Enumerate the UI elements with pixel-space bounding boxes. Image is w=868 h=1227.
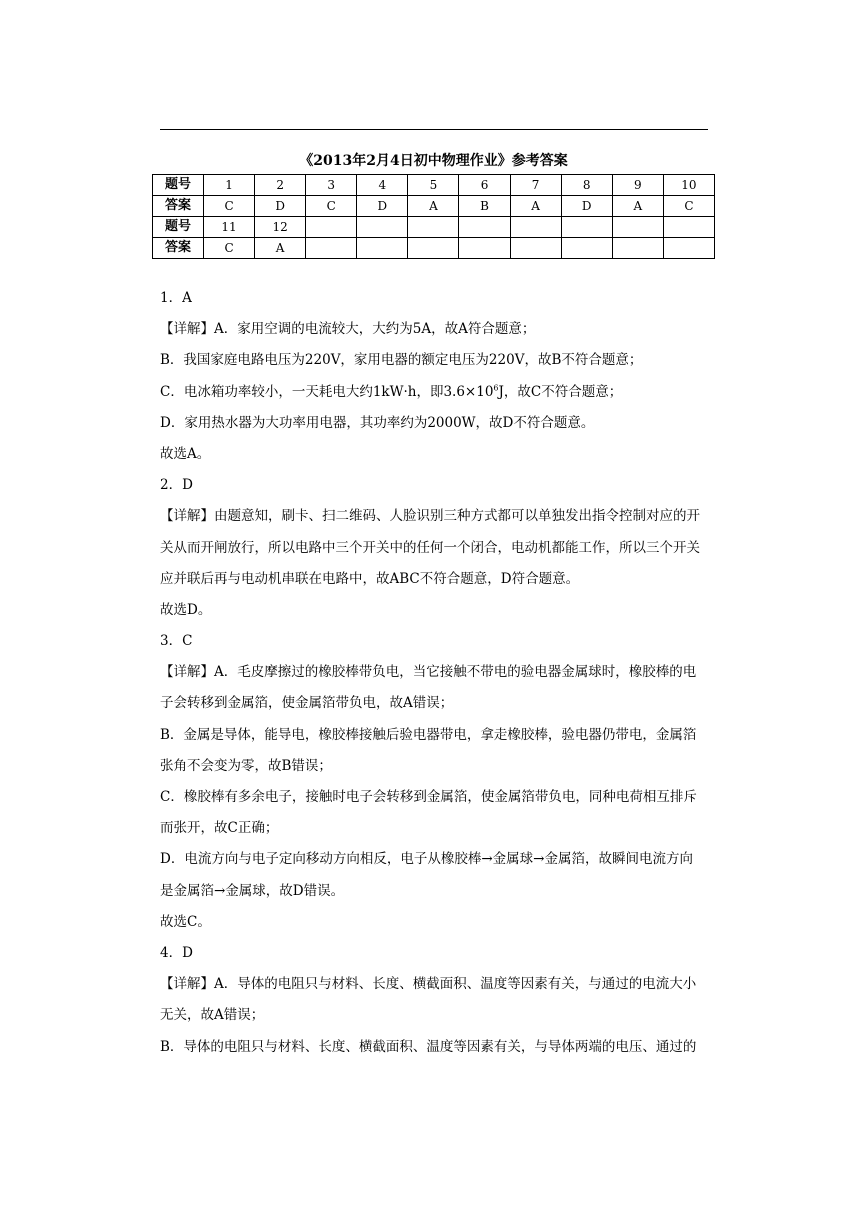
answer-table-row bbox=[153, 238, 715, 259]
answer-cell: 10 bbox=[663, 175, 714, 196]
text-line: 【详解】A．家用空调的电流较大，大约为5A，故A符合题意； bbox=[160, 321, 536, 338]
answer-cell: C bbox=[306, 196, 357, 217]
answer-cell bbox=[306, 217, 357, 238]
text-line: 关从而开闸放行，所以电路中三个开关中的任何一个闭合，电动机都能工作，所以三个开关 bbox=[160, 539, 700, 556]
text-line bbox=[160, 377, 712, 408]
answer-cell: C bbox=[204, 196, 255, 217]
text-line: 4．D bbox=[160, 944, 193, 961]
text-line: D．电流方向与电子定向移动方向相反，电子从橡胶棒→金属球→金属箔，故瞬间电流方向 bbox=[160, 851, 693, 868]
answer-cell bbox=[663, 217, 714, 238]
answer-cell: C bbox=[663, 196, 714, 217]
answer-cell: 12 bbox=[255, 217, 306, 238]
answer-cell: A bbox=[408, 196, 459, 217]
answer-cell bbox=[306, 238, 357, 259]
text-line: B．我国家庭电路电压为220V，家用电器的额定电压为220V，故B不符合题意； bbox=[160, 352, 643, 369]
header-rule bbox=[160, 129, 708, 130]
text-line: 故选C。 bbox=[160, 913, 211, 930]
answer-cell: 6 bbox=[459, 175, 510, 196]
text-line: 1．A bbox=[160, 290, 192, 306]
answer-cell: 11 bbox=[204, 217, 255, 238]
answer-cell bbox=[408, 238, 459, 259]
answer-cell: D bbox=[357, 196, 408, 217]
answer-cell bbox=[357, 238, 408, 259]
answer-cell bbox=[510, 217, 561, 238]
text-segment: C．电冰箱功率较小，一天耗电大约1kW·h，即3.6×10 bbox=[160, 383, 494, 400]
answer-table-row bbox=[153, 175, 715, 196]
answer-table bbox=[152, 174, 715, 259]
answer-cell bbox=[612, 238, 663, 259]
answer-cell: 9 bbox=[612, 175, 663, 196]
text-line: 故选D。 bbox=[160, 601, 212, 618]
answer-cell: A bbox=[510, 196, 561, 217]
text-line: B．导体的电阻只与材料、长度、横截面积、温度等因素有关，与导体两端的电压、通过的 bbox=[160, 1038, 697, 1055]
answer-cell: 3 bbox=[306, 175, 357, 196]
answer-cell bbox=[561, 217, 612, 238]
text-line: 应并联后再与电动机串联在电路中，故ABC不符合题意，D符合题意。 bbox=[160, 570, 580, 587]
text-line: 故选A。 bbox=[160, 445, 211, 462]
text-line: 子会转移到金属箔，使金属箔带负电，故A错误； bbox=[160, 695, 454, 712]
text-line: 3．C bbox=[160, 633, 193, 650]
answer-cell: 5 bbox=[408, 175, 459, 196]
text-line: 是金属箔→金属球，故D错误。 bbox=[160, 882, 345, 899]
answer-cell bbox=[663, 238, 714, 259]
text-line: 【详解】A．导体的电阻只与材料、长度、横截面积、温度等因素有关，与通过的电流大小 bbox=[160, 976, 697, 993]
answer-cell: D bbox=[561, 196, 612, 217]
answer-cell: A bbox=[255, 238, 306, 259]
text-segment: J，故C不符合题意； bbox=[498, 383, 623, 400]
text-line: 无关，故A错误； bbox=[160, 1007, 265, 1024]
explanation-text bbox=[160, 283, 712, 1063]
answer-cell bbox=[357, 217, 408, 238]
row-header: 题号 bbox=[153, 175, 204, 196]
answer-cell bbox=[561, 238, 612, 259]
answer-cell: B bbox=[459, 196, 510, 217]
answer-cell: C bbox=[204, 238, 255, 259]
text-line: C．橡胶棒有多余电子，接触时电子会转移到金属箔，使金属箔带负电，同种电荷相互排斥 bbox=[160, 789, 697, 805]
answer-table-row bbox=[153, 196, 715, 217]
row-header: 题号 bbox=[153, 217, 204, 238]
answer-cell bbox=[510, 238, 561, 259]
row-header: 答案 bbox=[153, 238, 204, 259]
answer-cell: 4 bbox=[357, 175, 408, 196]
text-line: B．金属是导体，能导电，橡胶棒接触后验电器带电，拿走橡胶棒，验电器仍带电，金属箔 bbox=[160, 726, 697, 743]
answer-cell bbox=[459, 238, 510, 259]
answer-table-row bbox=[153, 217, 715, 238]
text-line: 【详解】A．毛皮摩擦过的橡胶棒带负电，当它接触不带电的验电器金属球时，橡胶棒的电 bbox=[160, 664, 697, 681]
text-line: 【详解】由题意知，刷卡、扫二维码、人脸识别三种方式都可以单独发出指令控制对应的开 bbox=[160, 508, 700, 525]
answer-cell: A bbox=[612, 196, 663, 217]
answer-cell bbox=[612, 217, 663, 238]
answer-cell: 1 bbox=[204, 175, 255, 196]
row-header: 答案 bbox=[153, 196, 204, 217]
answer-cell: 8 bbox=[561, 175, 612, 196]
answer-cell bbox=[459, 217, 510, 238]
superscript: 6 bbox=[493, 383, 499, 393]
text-line: D．家用热水器为大功率用电器，其功率约为2000W，故D不符合题意。 bbox=[160, 414, 595, 431]
answer-cell: 2 bbox=[255, 175, 306, 196]
document-title: 《2013年2月4日初中物理作业》参考答案 bbox=[299, 153, 568, 169]
answer-cell: 7 bbox=[510, 175, 561, 196]
text-line: 张角不会变为零，故B错误； bbox=[160, 757, 332, 774]
text-line: 2．D bbox=[160, 477, 193, 494]
text-line: 而张开，故C正确； bbox=[160, 820, 279, 837]
answer-cell bbox=[408, 217, 459, 238]
answer-cell: D bbox=[255, 196, 306, 217]
